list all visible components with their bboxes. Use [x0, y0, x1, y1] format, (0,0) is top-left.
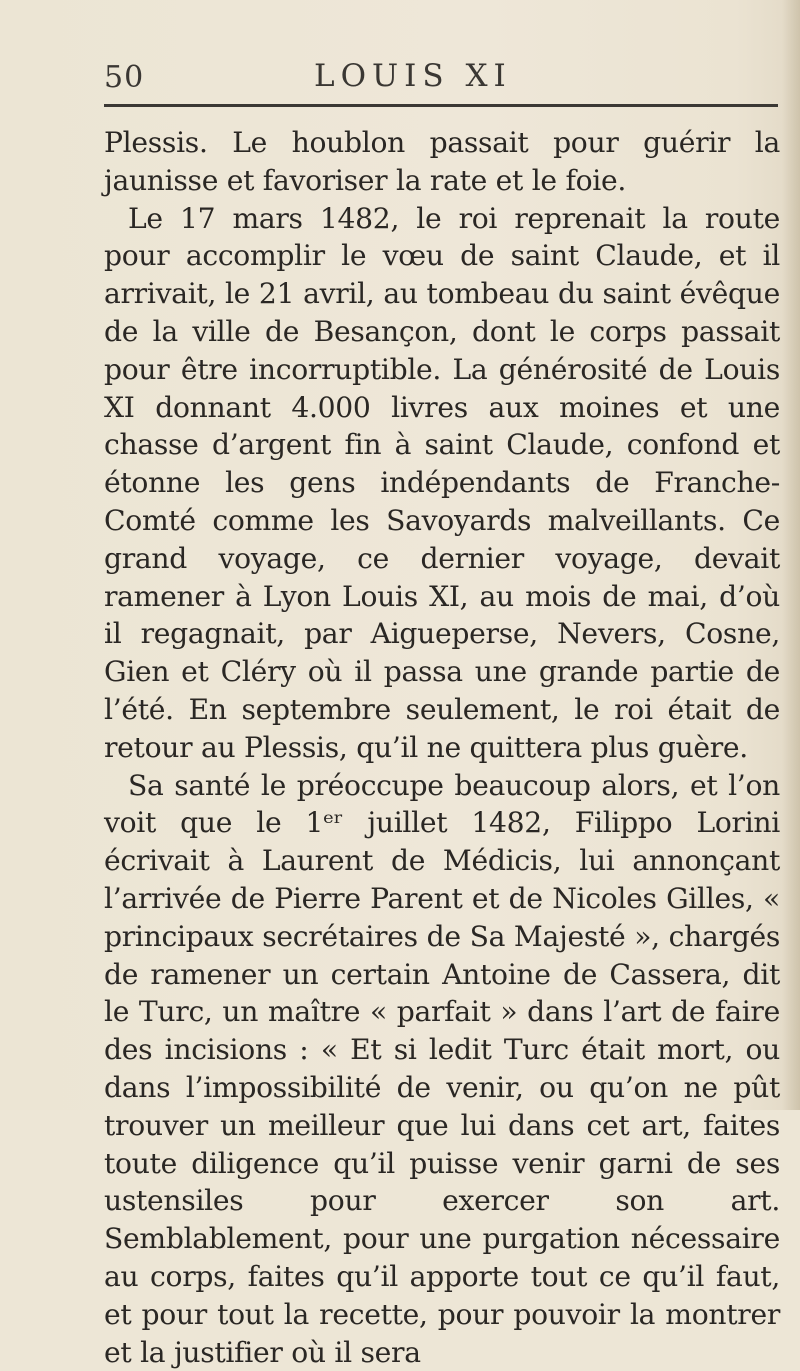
paragraph-2: Le 17 mars 1482, le roi reprenait la route pour accomplir le vœu de saint Claude, et il arrivait, le 21 avril, au tombeau du saint évêque de la ville de Besançon, dont le corps passait pour être incorruptible. La générosité de Louis XI donnant 4.000 livres aux moines et une chasse d’argent fin à saint Claude, confond et étonne les gens indépendants de Franche-Comté comme les Savoyards malveillants. Ce grand voyage, ce dernier voyage, devait ramener à Lyon Louis XI, au mois de mai, d’où il regagnait, par Aigueperse, Nevers, Cosne, Gien et Cléry où il passa une grande partie de l’été. En septembre seulement, le roi était de retour au Plessis, qu’il ne quittera plus guère.	[104, 201, 780, 764]
page-edge-shadow	[782, 0, 800, 1110]
paragraph-3: Sa santé le préoccupe beaucoup alors, et l’on voit que le 1ᵉʳ juillet 1482, Filippo Lorini écrivait à Laurent de Médicis, lui annonçant l’arrivée de Pierre Parent et de Nicoles Gilles, « principaux secrétaires de Sa Majesté », chargés de ramener un certain Antoine de Cassera, dit le Turc, un maître « parfait » dans l’art de faire des incisions : « Et si ledit Turc était mort, ou dans l’impossibilité de venir, ou qu’on ne pût trouver un meilleur que lui dans cet art, faites toute diligence qu’il puisse venir garni de ses ustensiles pour exercer son art. Semblablement, pour une purgation nécessaire au corps, faites qu’il apporte tout ce qu’il faut, et pour tout la recette, pour pouvoir la montrer et la justifier où il sera	[104, 768, 780, 1369]
body-text	[104, 124, 780, 1371]
header-rule	[104, 104, 778, 107]
page-header	[104, 54, 794, 94]
running-title: LOUIS XI	[314, 58, 512, 94]
page-number: 50	[104, 60, 145, 95]
paragraph-1: Plessis. Le houblon passait pour guérir la jaunisse et favoriser la rate et le foie.	[104, 126, 780, 197]
